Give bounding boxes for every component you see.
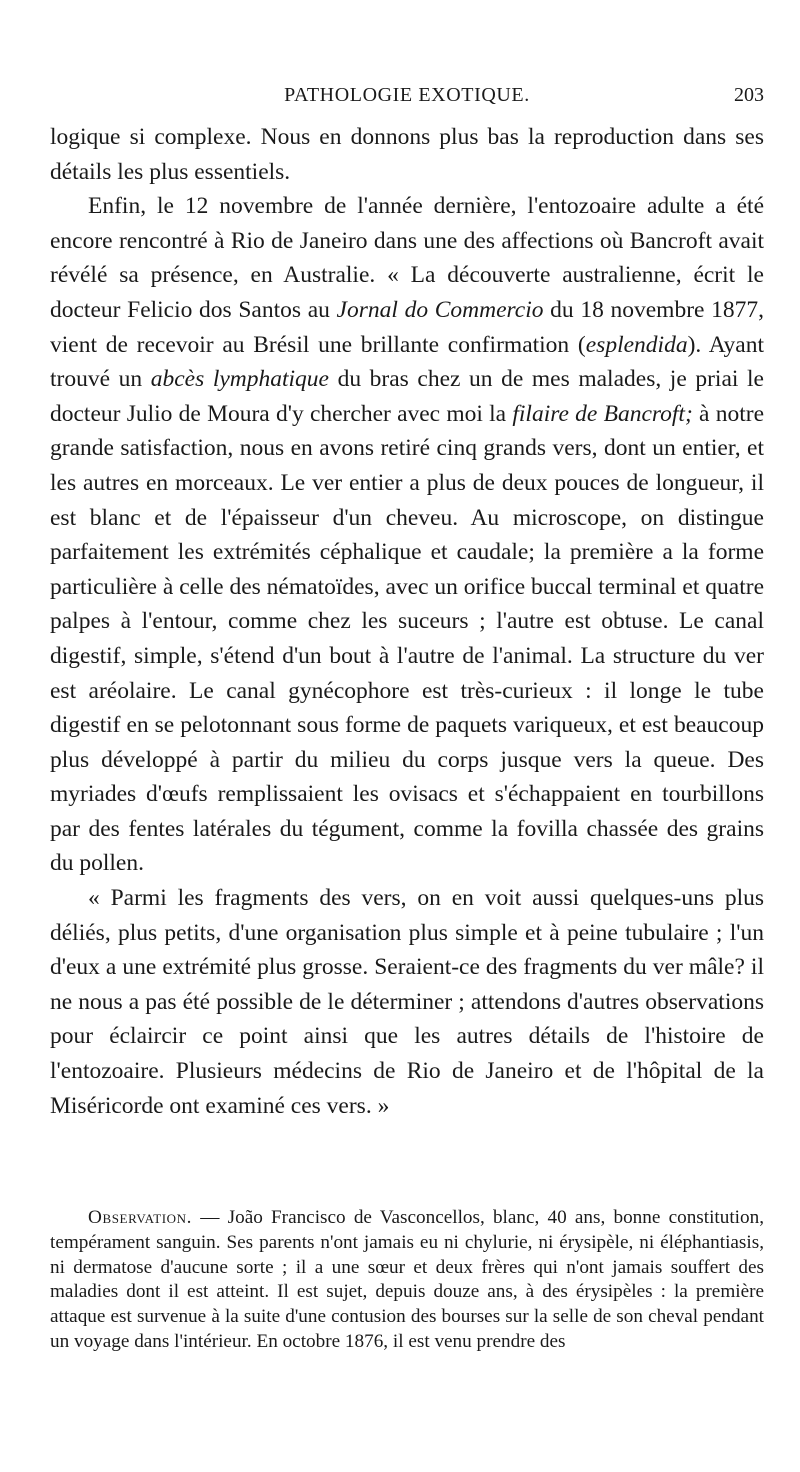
main-text [50,120,764,1123]
observation-text: — João Francisco de Vasconcellos, blanc, 40 ans, bonne constitution, tempérament sanguin. Ses parents n'ont jamais eu ni chylurie, ni érysipèle, ni éléphantiasis, ni dermatose d'aucune sorte ; il a une sœur et deux frères qui n'ont jamais souffert des maladies dont il est atteint. Il est sujet, depuis douze ans, à des érysipèles : la première attaque est survenue à la suite d'une contusion des bourses sur la selle de son cheval pendant un voyage dans l'intérieur. En octobre 1876, il est venu prendre des [50,1207,764,1352]
observation-paragraph [50,1206,764,1355]
text-run: Enfin, le 12 novembre de l'année dernière, l'entozoaire adulte a été encore rencontré à Rio de Janeiro dans une des affections où Bancroft avait révélé sa présence, en Australie. « La découverte australienne, écrit le docteur Felicio dos Santos au [50,193,764,323]
italic-term: esplendida [585,331,688,358]
observation-label: Observation. [88,1207,193,1228]
paragraph-2 [50,189,764,881]
running-header [50,84,764,112]
paragraph-3: « Parmi les fragments des vers, on en voit aussi quelques-uns plus déliés, plus petits, d'une organisation plus simple et à peine tubulaire ; l'un d'eux a une extrémité plus grosse. Seraient-ce des fragments du ver mâle? il ne nous a pas été possible de le déterminer ; attendons d'autres observations pour éclaircir ce point ainsi que les autres détails de l'histoire de l'entozoaire. Plusieurs médecins de Rio de Janeiro et de l'hôpital de la Miséricorde ont examiné ces vers. » [50,885,764,1119]
running-title: PATHOLOGIE EXOTIQUE. [284,84,530,106]
text-run: du bras chez un de mes malades, je priai le docteur Julio de Moura d'y chercher avec moi la [50,366,764,427]
italic-term: abcès lymphatique [150,366,329,393]
italic-term: filaire de Bancroft; [512,400,693,427]
paragraph-1: logique si complexe. Nous en donnons plus bas la reproduction dans ses détails les plus essentiels. [50,124,764,185]
text-run: du 18 novembre 1877, vient de recevoir au Brésil une brillante confirmation ( [50,296,765,358]
text-run: à notre grande satisfaction, nous en avons retiré cinq grands vers, dont un entier, et les autres en morceaux. Le ver entier a plus de deux pouces de longueur, il est blanc et de l'épaisseur d'un cheveu. Au microscope, on distingue parfaitement les extrémités céphalique et caudale; la première a la forme particulière à celle des nématoïdes, avec un orifice buccal terminal et quatre palpes à l'entour, comme chez les suceurs ; l'autre est obtuse. Le canal digestif, simple, s'étend d'un bout à l'autre de l'animal. La structure du ver est aréolaire. Le canal gynécophore est très-curieux : il longe le tube digestif en se pelotonnant sous forme de paquets variqueux, et est beaucoup plus développé à partir du milieu du corps jusque vers la queue. Des myriades d'œufs remplissaient les ovisacs et s'échappaient en tourbillons par des fentes latérales du tégument, comme la fovilla chassée des grains du pollen. [50,400,764,877]
page-number: 203 [734,84,764,106]
journal-title: Jornal do Commercio [336,296,544,323]
text-run: ). Ayant trouvé un [50,331,764,393]
observation-block [50,1206,764,1355]
